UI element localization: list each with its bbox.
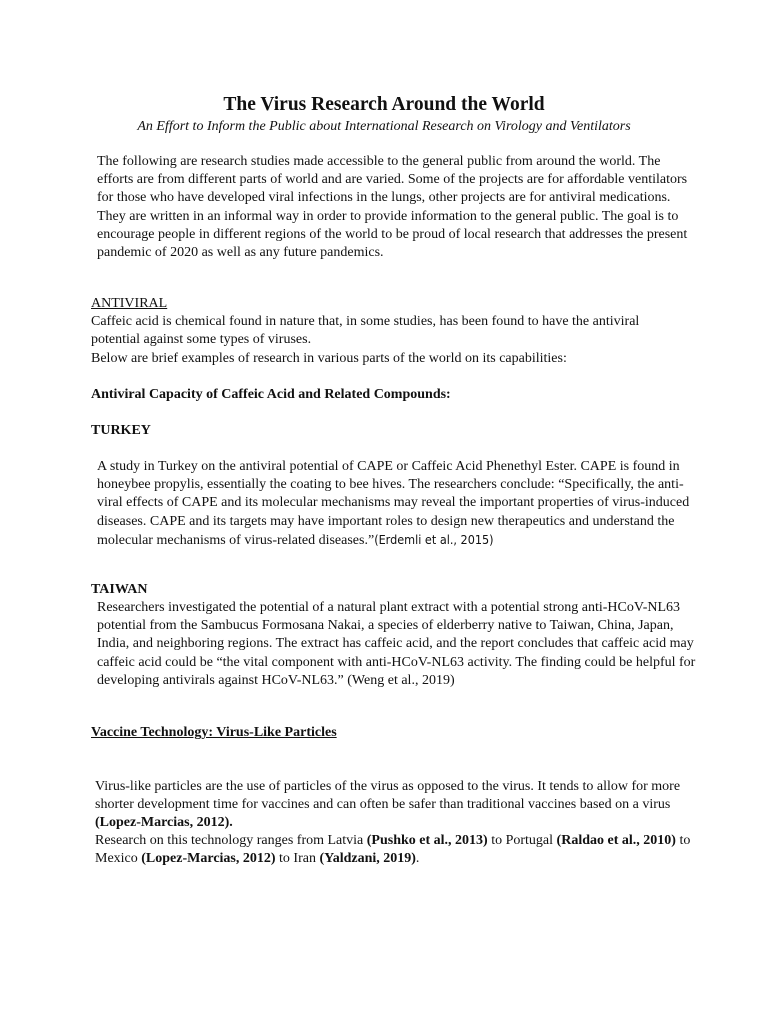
ref-mexico: (Lopez-Marcias, 2012) <box>141 851 276 867</box>
ref-portugal: (Raldao et al., 2010) <box>556 833 676 848</box>
taiwan-heading: TAIWAN <box>91 582 148 597</box>
vaccine-text-2d: to Iran <box>275 851 320 867</box>
caffeic-acid-heading: Antiviral Capacity of Caffeic Acid and Related Compounds: <box>91 387 451 402</box>
ref-iran: (Yaldzani, 2019) <box>319 851 416 867</box>
antiviral-heading: ANTIVIRAL <box>91 296 168 311</box>
turkey-heading: TURKEY <box>91 423 151 438</box>
vaccine-text-2e: . <box>415 851 420 867</box>
ref-latvia: (Pushko et al., 2013) <box>366 833 488 848</box>
intro-paragraph: The following are research studies made accessible to the general public from around the world. The efforts are from different parts of world and are varied. Some of the projects are for affordable ventilators for those who have developed viral infections in the lungs, other projects are for antiviral medications. They are written in an informal way in order to provide information to the general public. The goal is to encourage people in different regions of the world to be proud of local research that addresses the present pandemic of 2020 as well as any future pandemics. <box>97 154 688 261</box>
vaccine-text-1: Virus-like particles are the use of particles of the virus as opposed to the virus. It tends to allow for more shorter development time for vaccines and can often be safer than traditional vaccines based on a virus <box>95 779 681 813</box>
turkey-text: A study in Turkey on the antiviral potential of CAPE or Caffeic Acid Phenethyl Ester. CAPE is found in honeybee propylis, essentially the coating to bee hives. The researchers conclude: “Specifically, the anti-viral effects of CAPE and its molecular mechanisms may reveal the important properties of virus-induced diseases. CAPE and its targets may have important roles to design new therapeutics and understand the molecular mechanisms of virus-related <box>97 459 690 548</box>
antiviral-examples-intro: Below are brief examples of research in various parts of the world on its capabilities: <box>91 350 567 366</box>
vaccine-ref-lopez-2012: (Lopez-Marcias, 2012). <box>95 815 233 831</box>
vaccine-paragraph-1 <box>91 778 695 833</box>
turkey-paragraph <box>91 458 697 550</box>
antiviral-text: Caffeic acid is chemical found in nature that, in some studies, has been found to have the antiviral potential against some types of viruses. <box>91 314 640 348</box>
document-title: The Virus Research Around the World <box>223 94 545 115</box>
vaccine-paragraph-2 <box>91 832 695 868</box>
vaccine-text-2b: to Portugal <box>487 833 557 848</box>
vaccine-text-2a: Research on this technology ranges from Latvia <box>95 833 367 848</box>
document-subtitle: An Effort to Inform the Public about International Research on Virology and Ventilators <box>137 119 631 134</box>
turkey-citation: (Erdemli et al., 2015) <box>374 531 494 547</box>
taiwan-paragraph: Researchers investigated the potential of a natural plant extract with a potential strong anti-HCoV-NL63 potential from the Sambucus Formosana Nakai, a species of elderberry native to Taiwan, China, Japan, India, and neighboring regions. The extract has caffeic acid, and the report concludes that caffeic acid may caffeic acid could be “the vital component with anti-HCoV-NL63 activity. The finding could be helpful for developing antivirals against HCoV-NL63.” (Weng et al., 2019) <box>97 600 696 688</box>
antiviral-section <box>91 295 691 368</box>
turkey-text-end: diseases.” <box>318 532 375 548</box>
vaccine-heading: Vaccine Technology: Virus-Like Particles <box>91 725 337 740</box>
vaccine-text-2c: to Mexico <box>95 833 691 867</box>
